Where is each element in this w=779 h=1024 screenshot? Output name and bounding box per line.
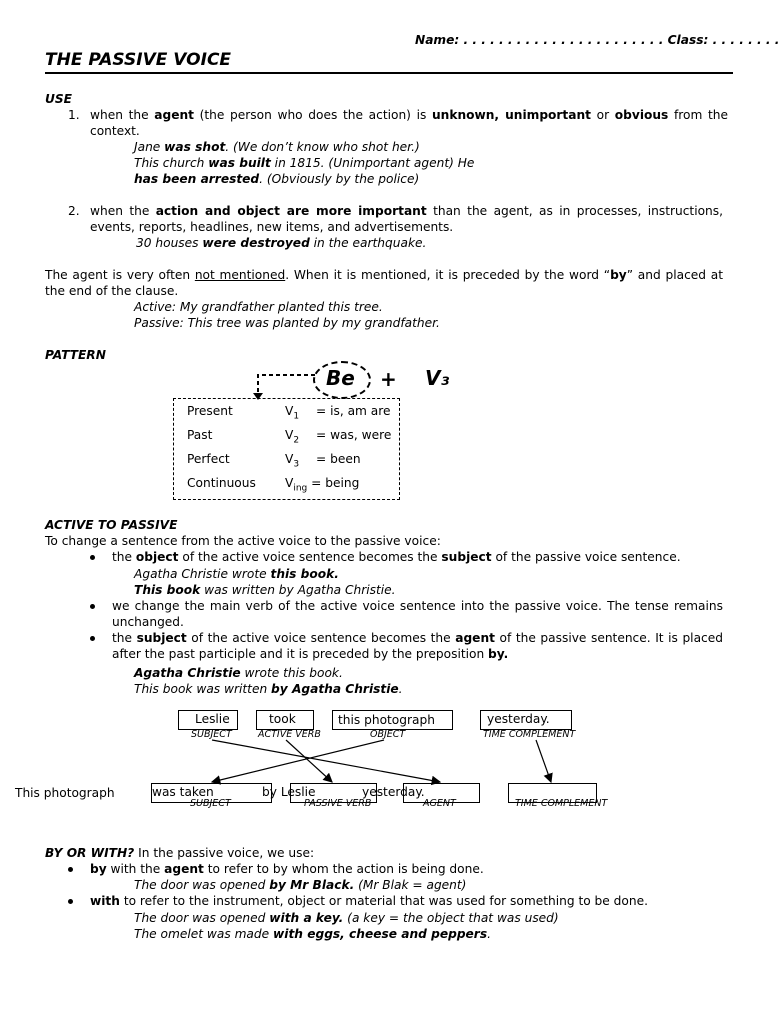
v3-label: V₃ bbox=[425, 366, 450, 390]
byw-example-2b: The omelet was made with eggs, cheese and peppers. bbox=[134, 927, 491, 941]
pattern-heading: PATTERN bbox=[45, 348, 106, 362]
use-heading: USE bbox=[45, 92, 72, 106]
pattern-plus: + bbox=[380, 367, 397, 391]
passive-word-2: by Leslie bbox=[262, 785, 316, 799]
agent-example-passive: Passive: This tree was planted by my grandfather. bbox=[134, 316, 440, 330]
tense-row: Present bbox=[187, 404, 233, 418]
tense-verb: $V_3$ bbox=[285, 452, 300, 470]
passive-word-3: yesterday. bbox=[362, 785, 425, 799]
a2p-heading: ACTIVE TO PASSIVE bbox=[45, 518, 178, 532]
use-example-2: 30 houses were destroyed in the earthquake. bbox=[136, 236, 427, 250]
active-word-verb: took bbox=[269, 712, 296, 726]
class-label: Class: bbox=[667, 33, 709, 47]
passive-label-subject: SUBJECT bbox=[190, 798, 231, 809]
active-word-subject: Leslie bbox=[195, 712, 230, 726]
tense-row: Past bbox=[187, 428, 213, 442]
a2p-bullet-2: we change the main verb of the active voice sentence into the passive voice. The tense remains unchanged. bbox=[112, 599, 723, 629]
passive-label-agent: AGENT bbox=[423, 798, 456, 809]
active-label-subject: SUBJECT bbox=[191, 729, 232, 740]
use-example-1a: Jane was shot. (We don’t know who shot her.) bbox=[134, 140, 420, 154]
tense-value: = was, were bbox=[316, 428, 392, 442]
use-item2-text: when the action and object are more important than the agent, as in processes, instructions, events, reports, headlines, new items, and advertisements. bbox=[90, 204, 723, 234]
a2p-example-3b: This book was written by Agatha Christie. bbox=[134, 682, 403, 696]
passive-word-1: was taken bbox=[152, 785, 214, 799]
active-label-verb: ACTIVE VERB bbox=[258, 729, 321, 740]
page-title: THE PASSIVE VOICE bbox=[45, 50, 232, 70]
a2p-intro: To change a sentence from the active voice to the passive voice: bbox=[45, 534, 441, 548]
a2p-example-1b: This book was written by Agatha Christie. bbox=[134, 583, 396, 597]
byw-example-2a: The door was opened with a key. (a key = the object that was used) bbox=[134, 911, 559, 925]
tense-row: Perfect bbox=[187, 452, 230, 466]
tense-verb: $V_2$ bbox=[285, 428, 300, 446]
byw-bullet-1: by with the agent to refer to by whom the action is being done. bbox=[90, 862, 484, 876]
tense-row: Continuous bbox=[187, 476, 256, 490]
passive-lead: This photograph bbox=[15, 786, 115, 800]
passive-label-time: TIME COMPLEMENT bbox=[515, 798, 608, 809]
tense-value: = is, am are bbox=[316, 404, 391, 418]
use-item1-text: when the agent (the person who does the action) is unknown, unimportant or obvious from the context. bbox=[90, 108, 728, 138]
active-word-time: yesterday. bbox=[487, 712, 550, 726]
active-label-time: TIME COMPLEMENT bbox=[483, 729, 576, 740]
agent-example-active: Active: My grandfather planted this tree. bbox=[134, 300, 383, 314]
tense-verb: $V_{ing}$ = being bbox=[285, 476, 360, 494]
byw-bullet-2: with to refer to the instrument, object or material that was used for something to be done. bbox=[90, 894, 648, 908]
use-example-1b: This church was built in 1815. (Unimportant agent) He bbox=[134, 156, 475, 170]
use-item1-num: 1. bbox=[68, 108, 80, 122]
bullet-dot bbox=[68, 867, 73, 872]
be-label: Be bbox=[326, 366, 355, 390]
a2p-bullet-1: the object of the active voice sentence becomes the subject of the passive voice sentence. bbox=[112, 550, 681, 564]
tense-verb: $V_1$ bbox=[285, 404, 300, 422]
passive-label-verb: PASSIVE VERB bbox=[304, 798, 372, 809]
agent-paragraph: The agent is very often not mentioned. When it is mentioned, it is preceded by the word “by” and placed at the end of the clause. bbox=[45, 268, 723, 298]
a2p-example-3a: Agatha Christie wrote this book. bbox=[134, 666, 343, 680]
bullet-dot bbox=[68, 899, 73, 904]
active-label-object: OBJECT bbox=[370, 729, 406, 740]
tense-value: = been bbox=[316, 452, 361, 466]
class-dots: . . . . . . . . bbox=[712, 33, 779, 47]
use-item2-num: 2. bbox=[68, 204, 80, 218]
name-label: Name: bbox=[415, 33, 460, 47]
a2p-bullet-3: the subject of the active voice sentence becomes the agent of the passive sentence. It is placed after the past participle and it is preceded by the preposition by. bbox=[112, 631, 723, 661]
name-dots: . . . . . . . . . . . . . . . . . . . . . . . bbox=[463, 33, 664, 47]
a2p-example-1a: Agatha Christie wrote this book. bbox=[134, 567, 339, 581]
active-word-object: this photograph bbox=[338, 713, 435, 727]
byw-example-1: The door was opened by Mr Black. (Mr Blak = agent) bbox=[134, 878, 467, 892]
byw-heading-line: BY OR WITH? In the passive voice, we use: bbox=[45, 846, 315, 860]
use-example-1c: has been arrested. (Obviously by the police) bbox=[134, 172, 420, 186]
